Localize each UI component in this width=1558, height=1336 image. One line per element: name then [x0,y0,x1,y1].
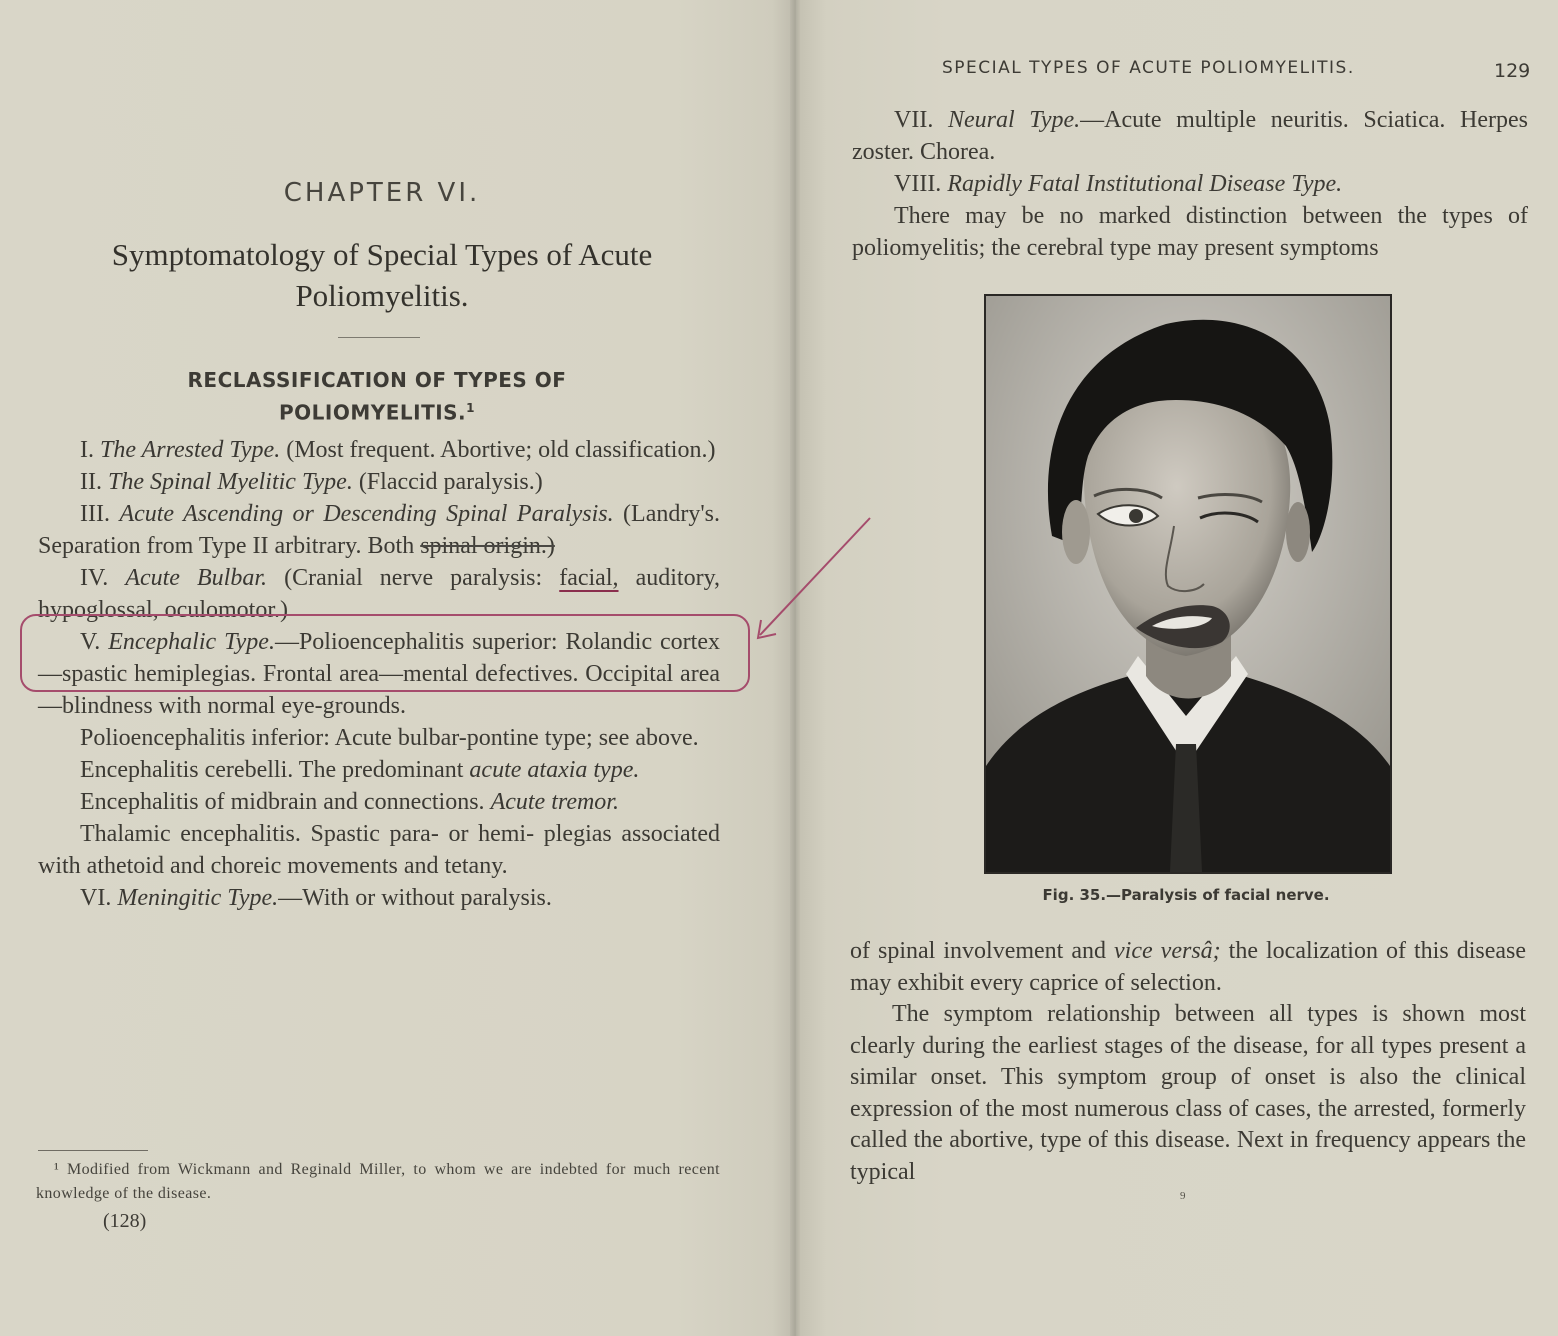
chapter-title-line1: Symptomatology of Special Types of Acute [111,237,653,272]
section-heading [90,366,664,427]
symptom-relationship-paragraph: The symptom relationship between all types is shown most clearly during the earliest stages of the disease, for all types present a similar onset. This symptom group of onset is also the clinical expression of the most numerous class of cases, the arrested, formerly called the abortive, type of this disease. Next in frequency appears the typical [850,1001,1526,1185]
book-gutter [790,0,800,1336]
type-i-paragraph: I. The Arrested Type. (Most frequent. Abortive; old classification.) [80,437,716,463]
section-heading-line1: RECLASSIFICATION OF TYPES OF [187,368,567,392]
struck-text: spinal origin.) [420,533,555,559]
polioencephalitis-inferior-paragraph: Polioencephalitis inferior: Acute bulbar-pontine type; see above. [80,725,699,751]
chapter-title [40,234,724,316]
page-number-right: 129 [1494,60,1531,82]
footnote: ¹ Modified from Wickmann and Reginald Miller, to whom we are indebted for much recent knowledge of the disease. [36,1161,720,1202]
right-text-bottom [850,936,1526,1188]
type-viii-paragraph: VIII. Rapidly Fatal Institutional Disease Type. [894,171,1343,197]
encephalitis-midbrain-paragraph: Encephalitis of midbrain and connections. Acute tremor. [80,789,619,815]
type-v-paragraph: V. Encephalic Type.—Polioencephalitis superior: Rolandic cortex—spastic hemiplegias. Frontal area—mental defectives. Occipital area—blindness with normal eye-grounds. [38,629,720,719]
footnote-rule [38,1150,148,1151]
footnote-marker: 1 [466,401,476,415]
distinction-paragraph: There may be no marked distinction between the types of poliomyelitis; the cerebral type may present symptoms [852,203,1528,261]
signature-mark: 9 [1180,1190,1186,1202]
thalamic-encephalitis-paragraph: Thalamic encephalitis. Spastic para- or hemi- plegias associated with athetoid and choreic movements and tetany. [38,821,720,879]
localization-paragraph: of spinal involvement and vice versâ; the localization of this disease may exhibit every caprice of selection. [850,938,1526,996]
underlined-word: facial, [559,565,619,591]
boy-portrait-illustration [986,296,1390,872]
page-number-left: (128) [103,1210,147,1232]
right-text-top [852,104,1528,264]
section-heading-line2: POLIOMYELITIS. [278,400,467,425]
chapter-number: CHAPTER VI. [283,178,481,208]
chapter-title-line2: Poliomyelitis. [295,278,469,313]
encephalitis-cerebelli-paragraph: Encephalitis cerebelli. The predominant acute ataxia type. [80,757,640,783]
type-iv-paragraph: IV. Acute Bulbar. (Cranial nerve paralysis: facial, auditory, hypoglossal, oculomotor.) [38,565,721,623]
type-vi-paragraph: VI. Meningitic Type.—With or without paralysis. [80,885,552,911]
figure-photo [984,294,1392,874]
running-head: SPECIAL TYPES OF ACUTE POLIOMYELITIS. [942,58,1355,78]
type-iii-paragraph: III. Acute Ascending or Descending Spinal Paralysis. (Landry's. Separation from Type II arbitrary. Both spinal origin.) [38,501,721,559]
type-ii-paragraph: II. The Spinal Myelitic Type. (Flaccid paralysis.) [80,469,543,495]
figure-caption: Fig. 35.—Paralysis of facial nerve. [1042,886,1330,904]
annotation-highlight-box [20,614,750,692]
title-rule [338,337,420,338]
type-vii-paragraph: VII. Neural Type.—Acute multiple neuritis. Sciatica. Herpes zoster. Chorea. [852,107,1528,165]
annotation-arrow [740,510,880,650]
